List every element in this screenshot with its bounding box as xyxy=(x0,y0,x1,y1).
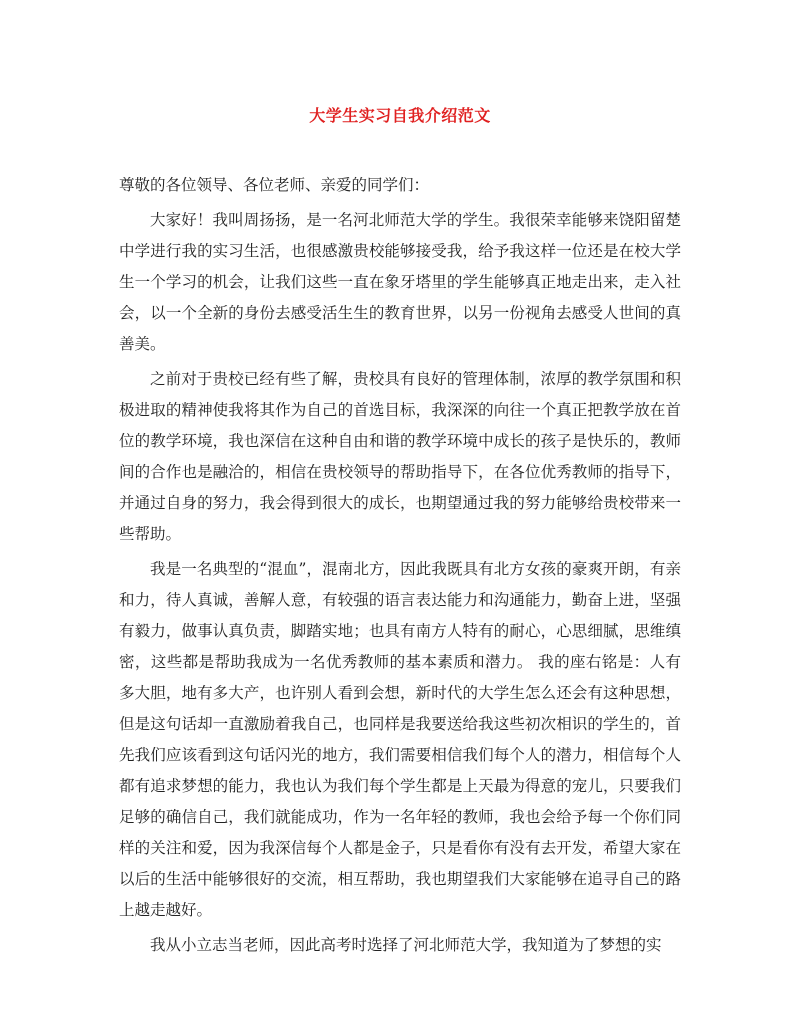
document-title: 大学生实习自我介绍范文 xyxy=(309,106,491,125)
document-body xyxy=(119,170,681,961)
paragraph-2: 之前对于贵校已经有些了解，贵校具有良好的管理体制，浓厚的教学氛围和积极进取的精神使我将其作为自己的首选目标，我深深的向往一个真正把教学放在首位的教学环境，我也深信在这种自由和谐的教学环境中成长的孩子是快乐的，教师间的合作也是融洽的，相信在贵校领导的帮助指导下，在各位优秀教师的指导下，并通过自身的努力，我会得到很大的成长，也期望通过我的努力能够给贵校带来一些帮助。 xyxy=(119,370,681,543)
paragraph-4: 我从小立志当老师，因此高考时选择了河北师范大学，我知道为了梦想的实 xyxy=(150,936,662,954)
paragraph-3: 我是一名典型的“混血”，混南北方，因此我既具有北方女孩的豪爽开朗，有亲和力，待人真诚，善解人意，有较强的语言表达能力和沟通能力，勤奋上进，坚强有毅力，做事认真负责，脚踏实地；也具有南方人特有的耐心，心思细腻，思维缜密，这些都是帮助我成为一名优秀教师的基本素质和潜力。 我的座右铭是：人有多大胆，地有多大产，也许别人看到会想，新时代的大学生怎么还会有这种思想，但是这句话却一直激励着我自己，也同样是我要送给我这些初次相识的学生的，首先我们应该看到这句话闪光的地方，我们需要相信我们每个人的潜力，相信每个人都有追求梦想的能力，我也认为我们每个学生都是上天最为得意的宠儿，只要我们足够的确信自己，我们就能成功，作为一名年轻的教师，我也会给予每一个你们同样的关注和爱，因为我深信每个人都是金子，只是看你有没有去开发，希望大家在以后的生活中能够很好的交流，相互帮助，我也期望我们大家能够在追寻自己的路上越走越好。 xyxy=(119,560,681,919)
paragraph-1: 大家好！我叫周扬扬，是一名河北师范大学的学生。我很荣幸能够来饶阳留楚中学进行我的实习生活，也很感激贵校能够接受我，给予我这样一位还是在校大学生一个学习的机会，让我们这些一直在象牙塔里的学生能够真正地走出来，走入社会，以一个全新的身份去感受活生生的教育世界，以另一份视角去感受人世间的真善美。 xyxy=(119,211,681,353)
greeting-line: 尊敬的各位领导、各位老师、亲爱的同学们： xyxy=(119,176,430,194)
